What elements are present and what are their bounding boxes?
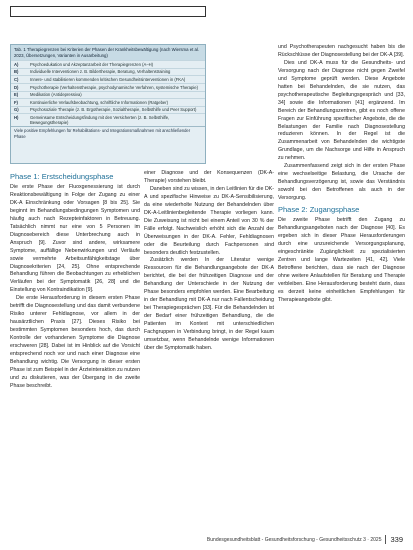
paragraph: einer Diagnose und der Konsequenzen (DK-A-Therapie) vorstehen bleibt. bbox=[144, 170, 274, 184]
table-row bbox=[11, 75, 205, 83]
table-row bbox=[11, 91, 205, 99]
page-number: 339 bbox=[390, 535, 403, 544]
column-right bbox=[278, 44, 405, 305]
footer-divider bbox=[385, 535, 386, 544]
paragraph: und Psychotherapeuten nachgesucht haben bis die Rückschlüsse der Diagnosestellung bei der DK-A [39]. bbox=[278, 44, 405, 58]
row-code: E) bbox=[14, 92, 19, 98]
paragraph: Daneben sind zu wissen, in den Leitlinien für die DK-A und spezifische Hinweise zu DK-A-Sensibilisierung, da eine wiederholte Nutzung der Behandelnden über DK-A-Leitlinienbegleitende Therapie vorliegen kann. Die Zuweisung ist nicht bei einem Anteil von 30 % der Fälle erfolgt. Nachweislich erhöht sich die Anzahl der Überweisungen in der DK-A. Fehler, Fehldiagnosen oder die Beurteilung durch Fachpersonen sind besonders deutlich festzustellen. bbox=[144, 185, 274, 256]
table-row bbox=[11, 98, 205, 106]
table-footnote: Viele positive Empfehlungen für Rehabilitations- und Integrationsmaßnahmen mit anschließender Phase bbox=[11, 126, 205, 139]
row-code: B) bbox=[14, 69, 19, 75]
row-code: A) bbox=[14, 61, 19, 67]
paragraph: Die erste Phase der Fluoxgenessierung ist durch Reaktionsbewältigung in Folge der Zugang zu einer DK-A Einschränkung oder Vorsagen [8 bis 25]. Sie beginnt im Behandlungsbedingungen Symptomen und häufig auch nach Rezepteinfaktoren in Betreuung. Tatsächlich nimmt nur eine von 5 Personen im Diagnosebereich diese Unterbrechung auch in Anspruch [9]. Zuvor sind andere, wirksamere Symptome, auffällige Nebenwirkungen und Verläufe sowie vermehrte Arbeitsunfähigkeitstage über Diagnosekriterien [24, 25]. Ohne entsprechende Behandlung führen die Beobachtungen zu erheblichen Verläufen bei der Symptomatik [26, 28] und die Einstellung von Kontraindikation [9]. bbox=[10, 184, 140, 294]
table-caption: Tab. 1 Therapiegrenzen bei Kriterien der Phasen der Krankheitsbewältigung (nach Wiersma et al. 2023, Übersetzungen, Varianten in Ausarbeitung) bbox=[11, 45, 205, 60]
row-text: Innere- und stabilisieren kommenden kritischen Gesundheitsinterventionen in (FKA) bbox=[30, 76, 186, 82]
table-row bbox=[11, 60, 205, 68]
row-text: Psychosoziale Therapie (z. B. Ergotherapie, Sozialtherapie, Selbsthilfe und Peer Support) bbox=[30, 107, 197, 113]
journal-citation: Bundesgesundheitsblatt - Gesundheitsforschung - Gesundheitsschutz 3 · 2025 bbox=[206, 536, 382, 543]
header-rule-box bbox=[10, 6, 206, 17]
paragraph: Die erste Herausforderung in diesem ersten Phase betrifft die Diagnosestellung und das damit verbundene Risiko unterer Fehldiagnose, vor allem in der hausärztlichen Praxis [27]. Dieses Risiko bei bestimmten Symptomen besonders hoch, das durch Kontrolle der vorhandenen Symptome die Diagnose erschweren [28]. Dabei ist im Hinblick auf die Vorsicht entsprechend noch vor und nach einer Diagnose eine Behandlung wichtig. Die Versorgung in dieser ersten Phase ist zum Beispiel in der Ärzteinteraktion zu nutzen und zu diskutieren, was der Übergang in die zweite Phase beschreibt. bbox=[10, 295, 140, 389]
table-row bbox=[11, 113, 205, 126]
section-heading-phase-2: Phase 2: Zugangsphase bbox=[278, 205, 360, 215]
row-text: Medikation (Antidepressiva) bbox=[30, 92, 82, 98]
row-code: D) bbox=[14, 84, 19, 90]
table-row bbox=[11, 83, 205, 91]
page-footer bbox=[207, 535, 403, 544]
table-row bbox=[11, 106, 205, 114]
paragraph: Zusätzlich werden In der Literatur wenige Ressourcen für die Behandlungsangebote der DK-A berichtet, die bei der frühzeitigen Diagnose und der Behandlung der Unterschiede in der Nutzung der Phase besonders empfohlen werden. Eine Bearbeitung in der Behandlung mit DK-A nur nach Fallentscheidung bei Therapiegesprächen [33]. Für die Behandelnden ist der Bedarf einer frühzeitigen Behandlung, die die Patienten im Kontext mit unterschiedlichen Fachgruppen in Verbindung bringt, in der Regel kaum umsetzbar, wenn Behandelnde wenige Informationen über die Symptomatik haben. bbox=[144, 257, 274, 351]
row-text: Gemeinsame Entscheidungsfindung mit den Versicherten (z. B. Selbsthilfe, Bewegungstherapie) bbox=[30, 114, 170, 126]
summary-table bbox=[10, 44, 206, 164]
row-text: Psychoedukation und Akzeptanzarbeit der Therapiegrenzen (A–H) bbox=[30, 61, 154, 67]
column-left bbox=[10, 170, 140, 391]
column-middle bbox=[144, 170, 274, 353]
row-text: Psychotherapie (Verhaltenstherapie, psychodynamische Verfahren, systemische Therapie) bbox=[30, 84, 198, 90]
section-heading-phase-1: Phase 1: Erstscheidungsphase bbox=[10, 172, 114, 181]
row-text: Individuelle Interventionen z. B. Bildertherapie, Beratung, Verhaltenstraining bbox=[30, 69, 171, 75]
row-text: Kontinuierliche Verlaufsbeobachtung, schriftliche Informationen (Ratgeber) bbox=[30, 99, 169, 105]
row-code: G) bbox=[14, 107, 19, 113]
row-code: H) bbox=[14, 114, 19, 120]
table-row bbox=[11, 68, 205, 76]
row-code: F) bbox=[14, 99, 18, 105]
row-code: C) bbox=[14, 76, 19, 82]
paragraph: Die zweite Phase betrifft den Zugang zu Behandlungsangeboten nach der Diagnose [40]. Es ergeben sich in dieser Phase Herausforderungen durch eine unzureichende Versorgungsplanung, eingeschränkte Zugänglichkeit zu spezialisierten Zentren und lange Wartezeiten [41, 42]. Viele Betroffene berichten, dass sie nach der Diagnose ohne weitere Anlaufstellen für Beratung und Therapie verbleiben. Eine Herausforderung besteht darin, dass es derzeit keine einheitlichen Empfehlungen für Therapieangebote gibt. bbox=[278, 217, 405, 303]
paragraph: Dies und DK-A muss für die Gesundheits- und Versorgung nach der Diagnose nicht gegen Zweifel und Symptome geprüft werden. Diese Angebote hatten bei Behandelnden, die sie nutzen, das psychotherapeutische Begleitungsgespräch und [33, 34] sowie die Informationen [41] ergänzend. Im Bereich der Behandlungszentren, gibt es noch offene Fragen zur Einführung spezifischer Angebote, die die Belastungen der Familie nach Diagnosestellung reduzieren können. In der Regel ist die Zusammenarbeit von Behandelnden die wichtigste Grundlage, um die Nachsorge und Hilfe in Anspruch zu nehmen. bbox=[278, 59, 405, 162]
paragraph: Zusammenfassend zeigt sich in der ersten Phase eine wechselseitige Belastung, die Ursache der Behandlungsverzögerung ist, sowie das Verständnis sowohl bei den Betroffenen als auch in der Versorgung. bbox=[278, 163, 405, 202]
